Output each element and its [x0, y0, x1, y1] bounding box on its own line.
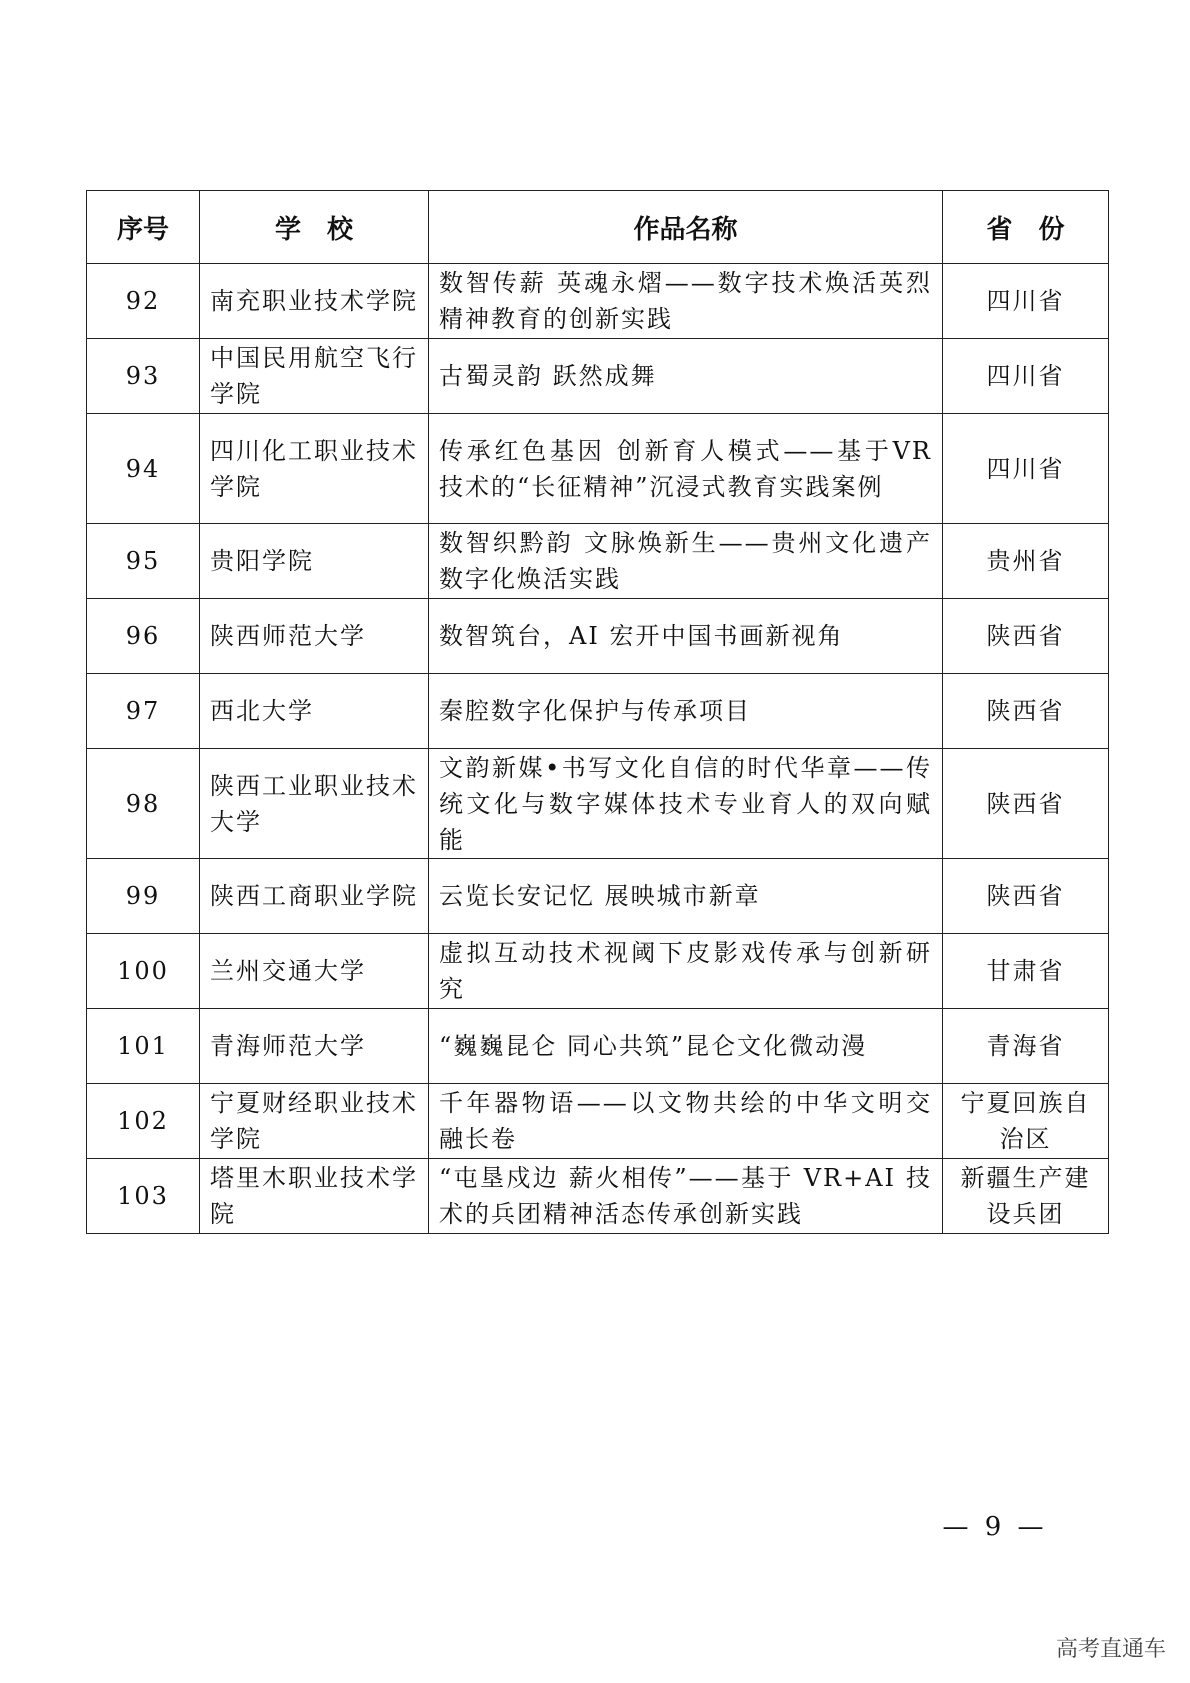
serial-number-cell: 95 — [87, 524, 200, 599]
table-header-row — [87, 191, 1109, 264]
school-cell: 塔里木职业技术学院 — [200, 1159, 429, 1234]
table-row — [87, 1159, 1109, 1234]
work-title-cell: 数智筑台，AI 宏开中国书画新视角 — [429, 599, 943, 674]
table-row — [87, 264, 1109, 339]
school-cell: 宁夏财经职业技术学院 — [200, 1084, 429, 1159]
serial-number-cell: 94 — [87, 414, 200, 524]
school-cell: 中国民用航空飞行学院 — [200, 339, 429, 414]
province-cell: 甘肃省 — [943, 934, 1109, 1009]
school-cell: 兰州交通大学 — [200, 934, 429, 1009]
province-cell: 贵州省 — [943, 524, 1109, 599]
work-title-cell: 数智传薪 英魂永熠——数字技术焕活英烈精神教育的创新实践 — [429, 264, 943, 339]
school-cell: 陕西师范大学 — [200, 599, 429, 674]
table-row — [87, 674, 1109, 749]
school-cell: 陕西工商职业学院 — [200, 859, 429, 934]
serial-number-cell: 92 — [87, 264, 200, 339]
province-cell: 青海省 — [943, 1009, 1109, 1084]
page-number-text: — 9 — — [942, 1512, 1048, 1542]
table-row — [87, 1084, 1109, 1159]
school-cell: 青海师范大学 — [200, 1009, 429, 1084]
work-title-cell: 秦腔数字化保护与传承项目 — [429, 674, 943, 749]
header-serial-number: 序号 — [87, 191, 200, 264]
school-cell: 西北大学 — [200, 674, 429, 749]
work-title-cell: 千年器物语——以文物共绘的中华文明交融长卷 — [429, 1084, 943, 1159]
table-row — [87, 524, 1109, 599]
work-title-cell: 文韵新媒•书写文化自信的时代华章——传统文化与数字媒体技术专业育人的双向赋能 — [429, 749, 943, 859]
serial-number-cell: 101 — [87, 1009, 200, 1084]
work-title-cell: 云览长安记忆 展映城市新章 — [429, 859, 943, 934]
table-row — [87, 599, 1109, 674]
table-row — [87, 934, 1109, 1009]
province-cell: 新疆生产建设兵团 — [943, 1159, 1109, 1234]
work-title-cell: 古蜀灵韵 跃然成舞 — [429, 339, 943, 414]
header-work-title: 作品名称 — [429, 191, 943, 264]
work-title-cell: 虚拟互动技术视阈下皮影戏传承与创新研究 — [429, 934, 943, 1009]
province-cell: 四川省 — [943, 414, 1109, 524]
work-title-cell: “巍巍昆仑 同心共筑”昆仑文化微动漫 — [429, 1009, 943, 1084]
table-row — [87, 1009, 1109, 1084]
table-row — [87, 339, 1109, 414]
work-title-cell: 传承红色基因 创新育人模式——基于VR 技术的“长征精神”沉浸式教育实践案例 — [429, 414, 943, 524]
school-cell: 四川化工职业技术学院 — [200, 414, 429, 524]
serial-number-cell: 100 — [87, 934, 200, 1009]
table-row — [87, 749, 1109, 859]
header-school: 学 校 — [200, 191, 429, 264]
province-cell: 陕西省 — [943, 859, 1109, 934]
work-title-cell: 数智织黔韵 文脉焕新生——贵州文化遗产数字化焕活实践 — [429, 524, 943, 599]
source-watermark: 高考直通车 — [1055, 1637, 1166, 1662]
work-title-cell: “屯垦戍边 薪火相传”——基于 VR+AI 技术的兵团精神活态传承创新实践 — [429, 1159, 943, 1234]
serial-number-cell: 99 — [87, 859, 200, 934]
province-cell: 四川省 — [943, 264, 1109, 339]
table-row — [87, 859, 1109, 934]
award-list-table — [86, 190, 1109, 1234]
serial-number-cell: 93 — [87, 339, 200, 414]
serial-number-cell: 98 — [87, 749, 200, 859]
header-province: 省 份 — [943, 191, 1109, 264]
school-cell: 南充职业技术学院 — [200, 264, 429, 339]
province-cell: 陕西省 — [943, 749, 1109, 859]
province-cell: 宁夏回族自治区 — [943, 1084, 1109, 1159]
school-cell: 陕西工业职业技术大学 — [200, 749, 429, 859]
province-cell: 陕西省 — [943, 674, 1109, 749]
serial-number-cell: 103 — [87, 1159, 200, 1234]
serial-number-cell: 96 — [87, 599, 200, 674]
province-cell: 陕西省 — [943, 599, 1109, 674]
province-cell: 四川省 — [943, 339, 1109, 414]
school-cell: 贵阳学院 — [200, 524, 429, 599]
serial-number-cell: 102 — [87, 1084, 200, 1159]
table-row — [87, 414, 1109, 524]
page-number — [0, 1512, 1190, 1542]
serial-number-cell: 97 — [87, 674, 200, 749]
